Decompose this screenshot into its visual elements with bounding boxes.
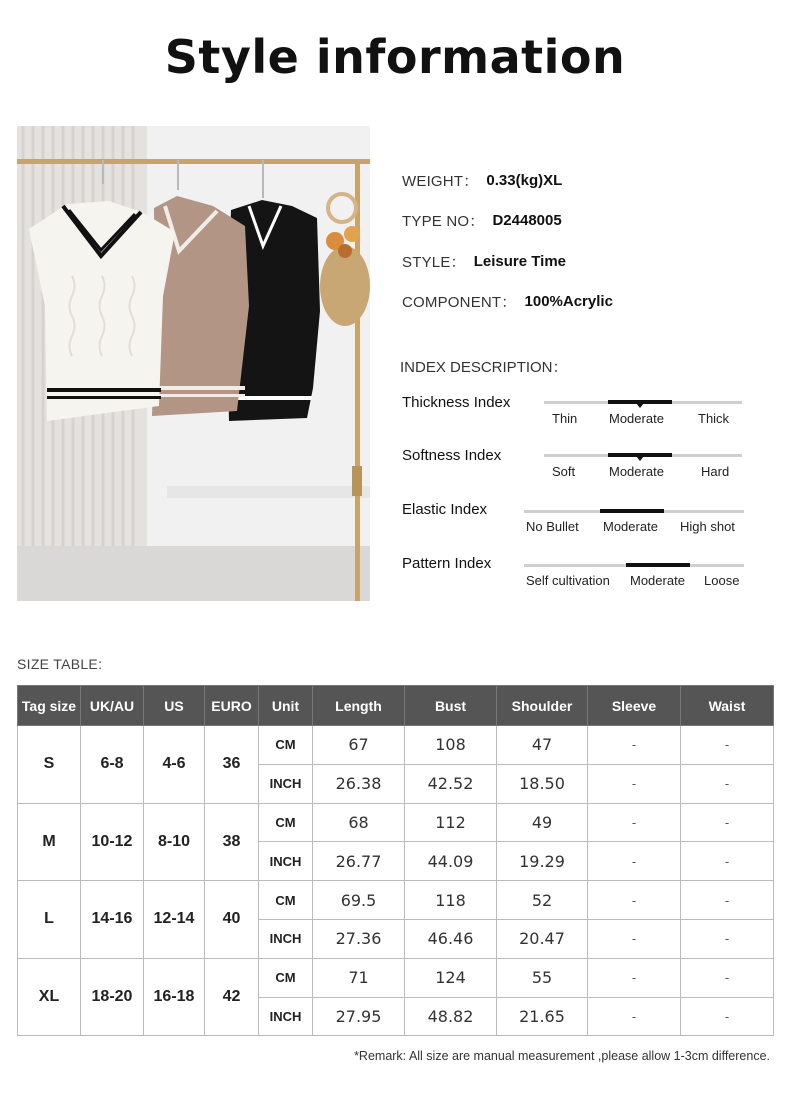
length-cell: 27.95 <box>313 997 405 1036</box>
index-name: Softness Index <box>402 447 502 464</box>
remark-note: *Remark: All size are manual measurement ,please allow 1-3cm difference. <box>354 1049 770 1063</box>
length-cell: 69.5 <box>313 881 405 920</box>
uk-au-cell: 6-8 <box>81 726 144 804</box>
unit-cell: CM <box>259 803 313 842</box>
info-value: 0.33(kg)XL <box>486 171 563 189</box>
waist-cell: - <box>681 958 774 997</box>
sleeve-cell: - <box>588 803 681 842</box>
euro-cell: 40 <box>205 881 259 959</box>
shoulder-cell: 18.50 <box>497 764 588 803</box>
bust-cell: 42.52 <box>405 764 497 803</box>
product-info <box>402 160 772 322</box>
index-option: Hard <box>701 464 730 479</box>
tag-size-cell: XL <box>18 958 81 1036</box>
index-option: Self cultivation <box>526 573 610 588</box>
table-row <box>18 881 774 920</box>
waist-cell: - <box>681 803 774 842</box>
shoulder-cell: 21.65 <box>497 997 588 1036</box>
info-value: 100%Acrylic <box>524 293 613 311</box>
index-softness <box>402 447 747 487</box>
shoulder-cell: 20.47 <box>497 919 588 958</box>
us-cell: 12-14 <box>144 881 205 959</box>
index-option: High shot <box>680 519 735 534</box>
tag-size-cell: M <box>18 803 81 881</box>
header-tag-size: Tag size <box>18 686 81 726</box>
index-option: Thick <box>698 411 730 426</box>
waist-cell: - <box>681 881 774 920</box>
header-bust: Bust <box>405 686 497 726</box>
bust-cell: 44.09 <box>405 842 497 881</box>
bust-cell: 46.46 <box>405 919 497 958</box>
length-cell: 26.77 <box>313 842 405 881</box>
table-row <box>18 958 774 997</box>
waist-cell: - <box>681 764 774 803</box>
unit-cell: CM <box>259 881 313 920</box>
unit-cell: INCH <box>259 842 313 881</box>
length-cell: 67 <box>313 726 405 765</box>
sleeve-cell: - <box>588 764 681 803</box>
index-option: No Bullet <box>526 519 579 534</box>
info-style <box>402 241 772 282</box>
unit-cell: INCH <box>259 919 313 958</box>
tag-size-cell: S <box>18 726 81 804</box>
header-waist: Waist <box>681 686 774 726</box>
index-option: Soft <box>552 464 576 479</box>
header-sleeve: Sleeve <box>588 686 681 726</box>
size-table <box>17 685 774 1036</box>
info-label: TYPE NO： <box>402 213 485 231</box>
index-marker-icon <box>636 456 644 461</box>
header-uk-au: UK/AU <box>81 686 144 726</box>
info-value: Leisure Time <box>473 252 566 270</box>
waist-cell: - <box>681 726 774 765</box>
index-selected-bar <box>626 563 690 567</box>
bust-cell: 124 <box>405 958 497 997</box>
info-type-no <box>402 201 772 242</box>
tag-size-cell: L <box>18 881 81 959</box>
sleeve-cell: - <box>588 726 681 765</box>
unit-cell: INCH <box>259 997 313 1036</box>
index-option: Thin <box>552 411 578 426</box>
bust-cell: 118 <box>405 881 497 920</box>
euro-cell: 42 <box>205 958 259 1036</box>
info-component <box>402 282 772 323</box>
table-row <box>18 803 774 842</box>
size-table-label: SIZE TABLE: <box>17 656 103 672</box>
unit-cell: CM <box>259 726 313 765</box>
length-cell: 26.38 <box>313 764 405 803</box>
shoulder-cell: 19.29 <box>497 842 588 881</box>
length-cell: 68 <box>313 803 405 842</box>
shoulder-cell: 52 <box>497 881 588 920</box>
info-label: COMPONENT： <box>402 294 517 312</box>
index-option-selected: Moderate <box>603 519 658 534</box>
unit-cell: INCH <box>259 764 313 803</box>
index-pattern <box>402 555 747 595</box>
header-us: US <box>144 686 205 726</box>
info-label: STYLE： <box>402 253 466 271</box>
waist-cell: - <box>681 997 774 1036</box>
page-title: Style information <box>164 30 626 84</box>
uk-au-cell: 14-16 <box>81 881 144 959</box>
header-shoulder: Shoulder <box>497 686 588 726</box>
index-option-selected: Moderate <box>630 573 685 588</box>
index-elastic <box>402 501 747 541</box>
table-header-row <box>18 686 774 726</box>
euro-cell: 36 <box>205 726 259 804</box>
product-photo <box>17 126 370 601</box>
euro-cell: 38 <box>205 803 259 881</box>
us-cell: 8-10 <box>144 803 205 881</box>
unit-cell: CM <box>259 958 313 997</box>
sleeve-cell: - <box>588 958 681 997</box>
header-length: Length <box>313 686 405 726</box>
uk-au-cell: 10-12 <box>81 803 144 881</box>
index-thickness <box>402 394 747 434</box>
info-weight <box>402 160 772 201</box>
shoulder-cell: 49 <box>497 803 588 842</box>
header-euro: EURO <box>205 686 259 726</box>
header-unit: Unit <box>259 686 313 726</box>
us-cell: 4-6 <box>144 726 205 804</box>
uk-au-cell: 18-20 <box>81 958 144 1036</box>
index-marker-icon <box>636 403 644 408</box>
info-value: D2448005 <box>492 212 562 230</box>
index-option: Loose <box>704 573 740 588</box>
shoulder-cell: 47 <box>497 726 588 765</box>
waist-cell: - <box>681 919 774 958</box>
index-option-selected: Moderate <box>609 464 664 479</box>
length-cell: 27.36 <box>313 919 405 958</box>
sleeve-cell: - <box>588 919 681 958</box>
sleeve-cell: - <box>588 997 681 1036</box>
sleeve-cell: - <box>588 881 681 920</box>
index-selected-bar <box>600 509 664 513</box>
index-name: Thickness Index <box>402 394 511 411</box>
bust-cell: 48.82 <box>405 997 497 1036</box>
length-cell: 71 <box>313 958 405 997</box>
bust-cell: 108 <box>405 726 497 765</box>
bust-cell: 112 <box>405 803 497 842</box>
index-name: Pattern Index <box>402 555 492 572</box>
index-option-selected: Moderate <box>609 411 664 426</box>
shoulder-cell: 55 <box>497 958 588 997</box>
index-description-heading: INDEX DESCRIPTION： <box>400 359 568 376</box>
table-row <box>18 726 774 765</box>
us-cell: 16-18 <box>144 958 205 1036</box>
info-label: WEIGHT： <box>402 172 479 190</box>
waist-cell: - <box>681 842 774 881</box>
index-name: Elastic Index <box>402 501 488 518</box>
sleeve-cell: - <box>588 842 681 881</box>
